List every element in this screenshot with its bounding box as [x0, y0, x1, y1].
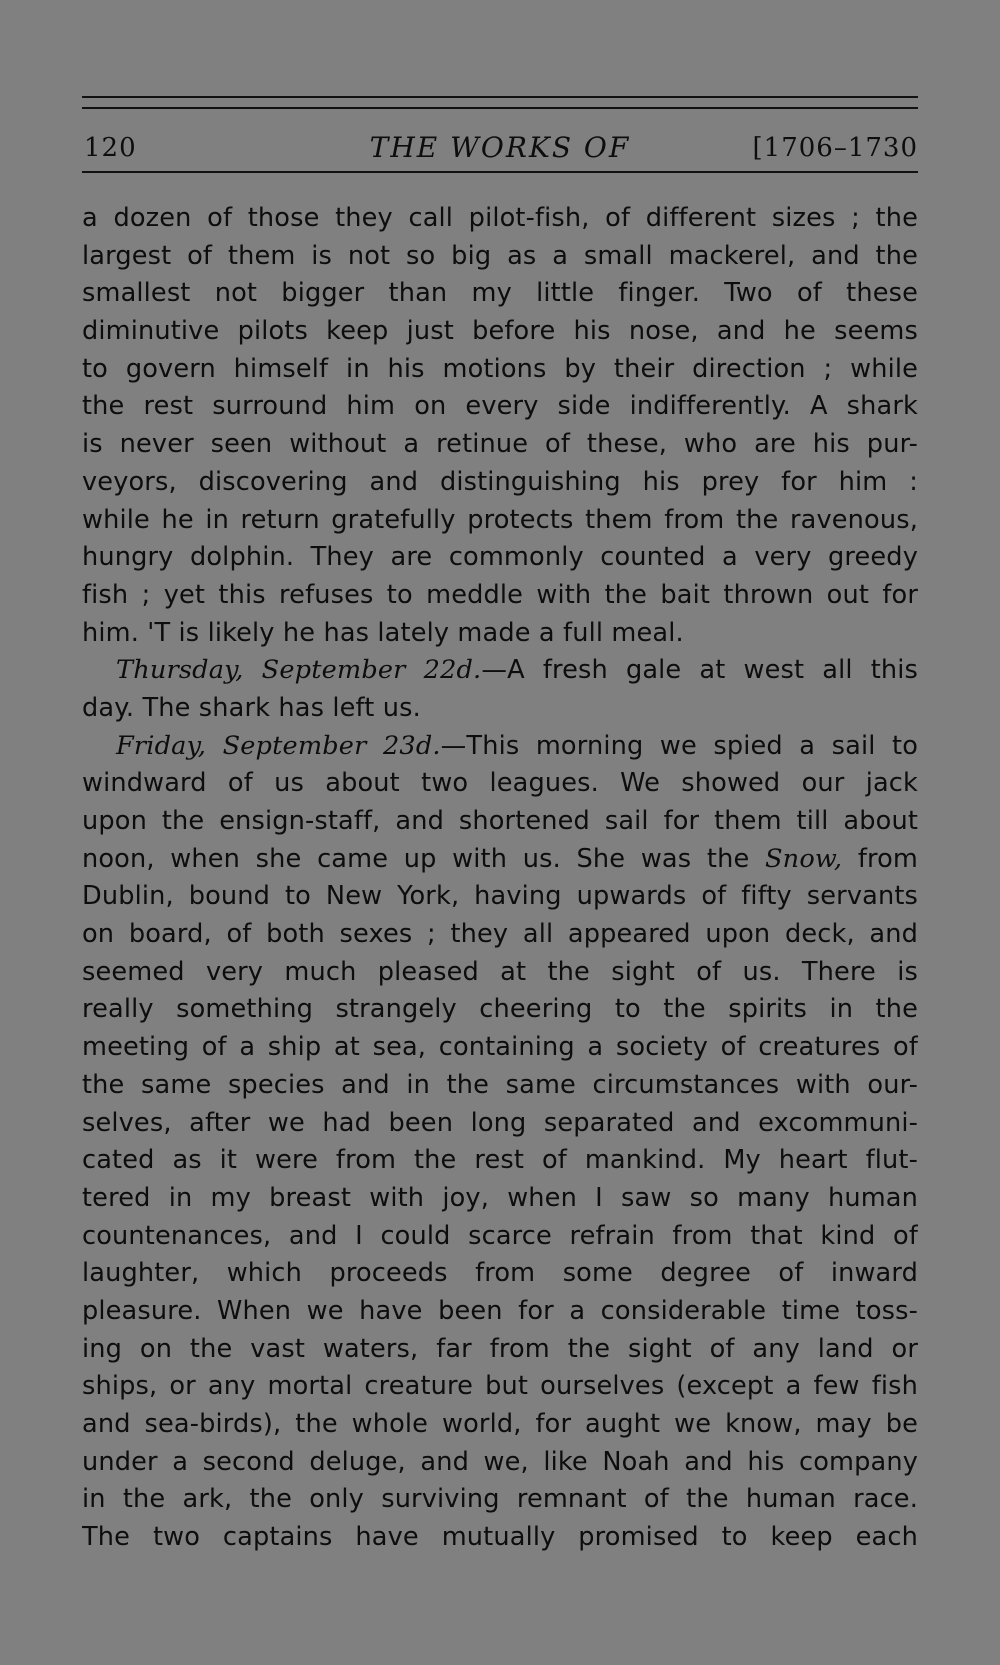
date-range: [1706–1730 — [752, 133, 918, 163]
text-line: smallest not bigger than my little finger. Two of these — [82, 278, 918, 309]
text-line: and sea-birds), the whole world, for aught we know, may be — [82, 1409, 918, 1439]
running-head — [82, 131, 918, 181]
text-line: upon the ensign-staff, and shortened sail for them till about — [82, 806, 918, 836]
text-fragment: —This morning we spied a sail to — [440, 730, 918, 761]
book-page — [82, 96, 918, 1557]
text-line: while he in return gratefully protects them from the ravenous, — [82, 504, 918, 535]
text-line: is never seen without a retinue of these, who are his pur- — [82, 429, 918, 460]
text-line: meeting of a ship at sea, containing a society of creatures of — [82, 1032, 918, 1063]
diary-entry-friday — [82, 728, 918, 766]
text-line: largest of them is not so big as a small mackerel, and the — [82, 240, 918, 271]
text-line: to govern himself in his motions by their direction ; while — [82, 353, 918, 384]
ship-name: Snow, — [765, 843, 843, 874]
text-line: under a second deluge, and we, like Noah and his company — [82, 1446, 918, 1477]
text-line: pleasure. When we have been for a considerable time toss- — [82, 1295, 918, 1326]
text-line: Dublin, bound to New York, having upwards of fifty servants — [82, 881, 918, 912]
diary-entry-thursday — [82, 652, 918, 690]
header-rule-second — [82, 107, 918, 109]
text-line — [82, 841, 918, 879]
text-line: cated as it were from the rest of mankind. My heart flut- — [82, 1145, 918, 1176]
text-line: selves, after we had been long separated and excommuni- — [82, 1107, 918, 1138]
text-line: seemed very much pleased at the sight of us. There is — [82, 956, 918, 987]
text-line: him. 'T is likely he has lately made a full meal. — [82, 617, 684, 648]
entry-date: Friday, September 23d. — [116, 730, 441, 761]
text-line: hungry dolphin. They are commonly counted a very greedy — [82, 542, 918, 573]
text-line: in the ark, the only surviving remnant of the human race. — [82, 1484, 918, 1515]
text-line: on board, of both sexes ; they all appeared upon deck, and — [82, 919, 918, 950]
text-line: the same species and in the same circumstances with our- — [82, 1069, 918, 1100]
header-rule-top — [82, 96, 918, 98]
text-line: The two captains have mutually promised to keep each — [82, 1522, 918, 1553]
text-line: really something strangely cheering to the spirits in the — [82, 994, 918, 1025]
text-line: ships, or any mortal creature but ourselves (except a few fish — [82, 1371, 918, 1402]
text-line: day. The shark has left us. — [82, 692, 421, 723]
text-line: tered in my breast with joy, when I saw so many human — [82, 1182, 918, 1213]
page-number: 120 — [84, 133, 137, 163]
text-line: fish ; yet this refuses to meddle with the bait thrown out for — [82, 579, 918, 610]
text-line: veyors, discovering and distinguishing his prey for him : — [82, 466, 918, 497]
text-fragment: noon, when she came up with us. She was the — [82, 843, 765, 874]
text-fragment: —A fresh gale at west all this — [481, 655, 918, 686]
text-line: the rest surround him on every side indifferently. A shark — [82, 391, 918, 422]
body-text — [82, 200, 918, 1557]
text-line: a dozen of those they call pilot-fish, of different sizes ; the — [82, 203, 918, 233]
text-line: laughter, which proceeds from some degree of inward — [82, 1258, 918, 1289]
text-line: diminutive pilots keep just before his nose, and he seems — [82, 316, 918, 347]
entry-date: Thursday, September 22d. — [116, 655, 482, 686]
text-line: countenances, and I could scarce refrain from that kind of — [82, 1220, 918, 1251]
text-fragment: from — [842, 843, 918, 874]
running-title: THE WORKS OF — [369, 131, 631, 164]
text-line: ing on the vast waters, far from the sight of any land or — [82, 1333, 918, 1364]
text-line: windward of us about two leagues. We showed our jack — [82, 768, 918, 799]
